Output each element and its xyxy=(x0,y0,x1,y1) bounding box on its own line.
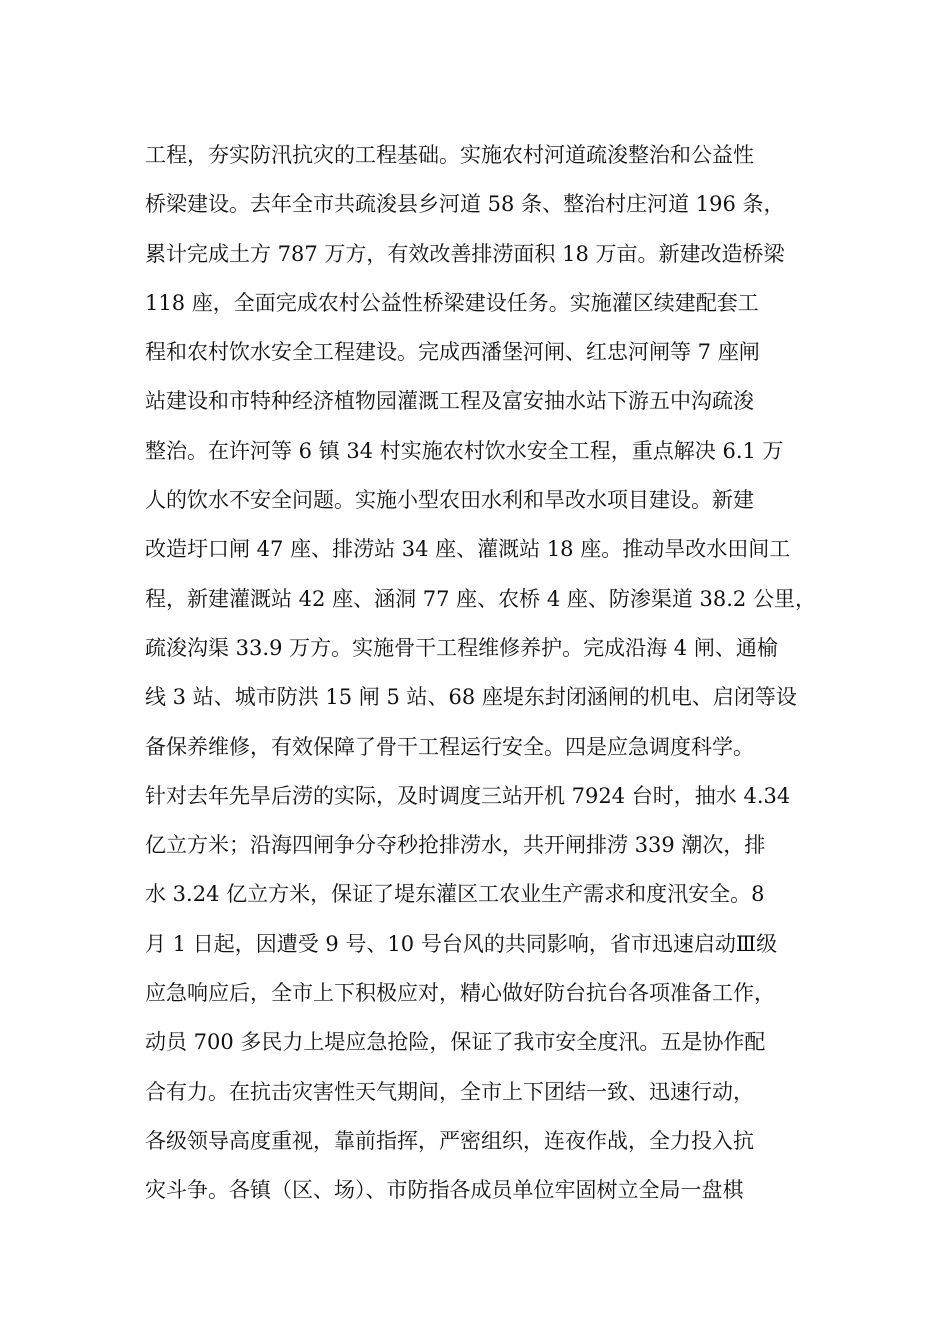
text-line: 针对去年先旱后涝的实际，及时调度三站开机 7924 台时，抽水 4.34 xyxy=(145,783,791,808)
text-line: 累计完成土方 787 万方，有效改善排涝面积 18 万亩。新建改造桥梁 xyxy=(145,241,785,266)
text-line: 水 3.24 亿立方米，保证了堤东灌区工农业生产需求和度汛安全。8 xyxy=(145,882,765,907)
text-line: 人的饮水不安全问题。实施小型农田水利和旱改水项目建设。新建 xyxy=(145,488,754,513)
text-line: 疏浚沟渠 33.9 万方。实施骨干工程维修养护。完成沿海 4 闸、通榆 xyxy=(145,635,778,660)
text-line: 站建设和市特种经济植物园灌溉工程及富安抽水站下游五中沟疏浚 xyxy=(145,389,754,414)
text-line: 改造圩口闸 47 座、排涝站 34 座、灌溉站 18 座。推动旱改水田间工 xyxy=(145,537,791,562)
text-line: 合有力。在抗击灾害性天气期间，全市上下团结一致、迅速行动， xyxy=(145,1079,754,1104)
text-line: 各级领导高度重视，靠前指挥，严密组织，连夜作战，全力投入抗 xyxy=(145,1128,754,1153)
text-line: 动员 700 多民力上堤应急抢险，保证了我市安全度汛。五是协作配 xyxy=(145,1030,766,1055)
text-line: 备保养维修，有效保障了骨干工程运行安全。四是应急调度科学。 xyxy=(145,734,754,759)
text-line: 月 1 日起，因遭受 9 号、10 号台风的共同影响，省市迅速启动Ⅲ级 xyxy=(145,931,778,956)
text-line: 程和农村饮水安全工程建设。完成西潘堡河闸、红忠河闸等 7 座闸 xyxy=(145,340,760,365)
text-line: 亿立方米；沿海四闸争分夺秒抢排涝水，共开闸排涝 339 潮次，排 xyxy=(145,833,766,858)
text-line: 线 3 站、城市防洪 15 闸 5 站、68 座堤东封闭涵闸的机电、启闭等设 xyxy=(145,685,797,710)
text-line: 灾斗争。各镇（区、场）、市防指各成员单位牢固树立全局一盘棋 xyxy=(145,1178,744,1203)
text-line: 工程，夯实防汛抗灾的工程基础。实施农村河道疏浚整治和公益性 xyxy=(145,143,754,167)
text-line: 整治。在许河等 6 镇 34 村实施农村饮水安全工程，重点解决 6.1 万 xyxy=(145,438,784,463)
text-line: 118 座，全面完成农村公益性桥梁建设任务。实施灌区续建配套工 xyxy=(145,290,759,315)
body-text xyxy=(145,131,825,1216)
text-line: 应急响应后，全市上下积极应对，精心做好防台抗台各项准备工作， xyxy=(145,981,775,1006)
text-line: 桥梁建设。去年全市共疏浚县乡河道 58 条、整治村庄河道 196 条， xyxy=(145,192,785,217)
text-line: 程，新建灌溉站 42 座、涵洞 77 座、农桥 4 座、防渗渠道 38.2 公里， xyxy=(145,586,816,611)
